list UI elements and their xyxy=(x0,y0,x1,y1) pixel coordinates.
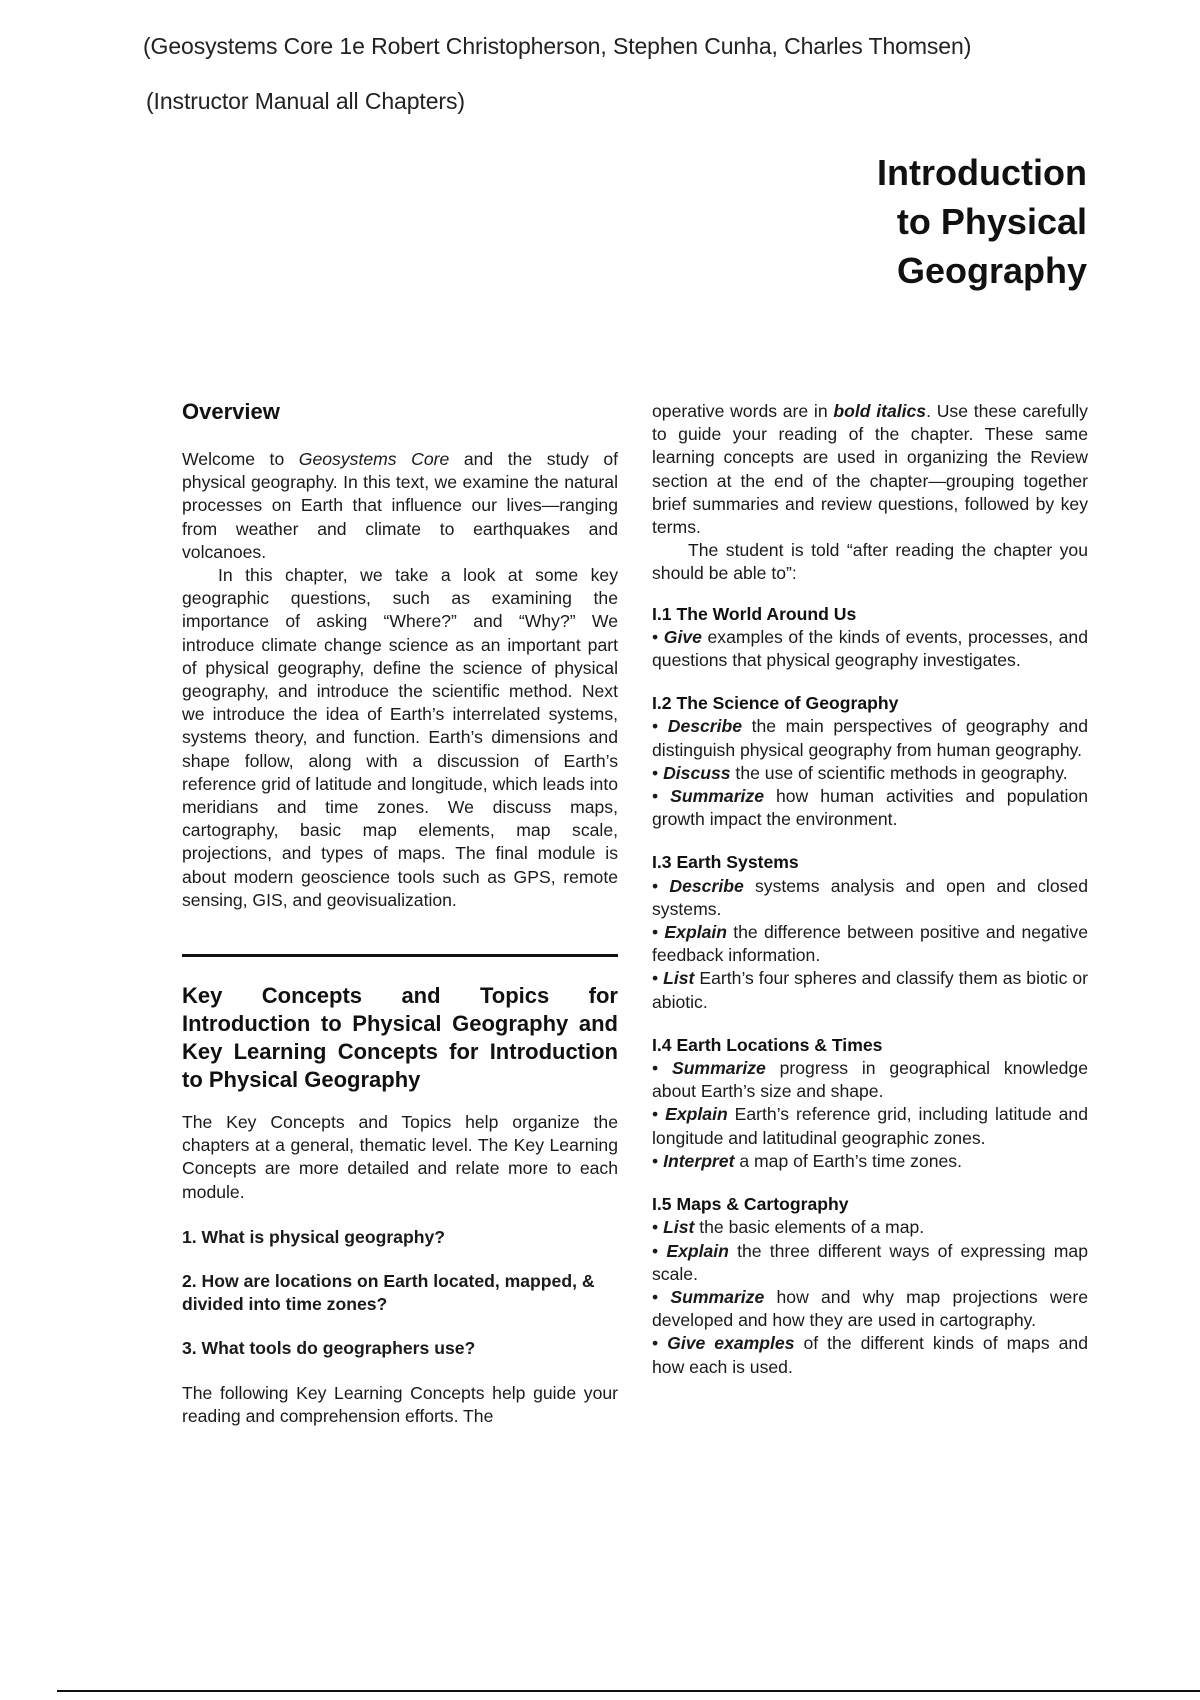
key-question: 2. How are locations on Earth located, mapped, & divided into time zones? xyxy=(182,1271,595,1315)
overview-paragraph-2: In this chapter, we take a look at some key geographic questions, such as examining the importance of asking “Where?” and “Why?” We introduce climate change science as an important part of physical geography, define the science of physical geography, and introduce the scientific method. Next we introduce the idea of Earth’s interrelated systems, systems theory, and function. Earth’s dimensions and shape follow, along with a discussion of Earth’s reference grid of latitude and longitude, which leads into meridians and time zones. We discuss maps, cartography, basic map elements, map scale, projections, and types of maps. The final module is about modern geoscience tools such as GPS, remote sensing, GIS, and geovisualization. xyxy=(182,565,618,910)
operative-verb: Explain xyxy=(666,1240,729,1261)
learning-concept-bullet xyxy=(652,1150,1088,1173)
intro-p1-end: . Use these carefully to guide your reading of the chapter. These same learning concepts are used in organizing the Review section at the end of the chapter—grouping together brief summaries and review questions, followed by key terms. xyxy=(652,401,1088,538)
learning-concept-bullet xyxy=(652,967,1088,1013)
closing-paragraph: The following Key Learning Concepts help guide your reading and comprehension efforts. The xyxy=(182,1382,618,1426)
bullet-text: progress in geographical knowledge about Earth’s size and shape. xyxy=(652,1058,1088,1102)
bold-italics-phrase: bold italics xyxy=(833,401,927,421)
bullet-text: of the different kinds of maps and how each is used. xyxy=(652,1333,1088,1377)
bullet-text: the difference between positive and negative feedback information. xyxy=(652,922,1088,966)
bullet-text: the basic elements of a map. xyxy=(694,1217,925,1238)
learning-concept-bullet xyxy=(652,1332,1088,1378)
bullet-dot-icon: • xyxy=(652,1104,666,1125)
chapter-title-line: Geography xyxy=(896,250,1087,291)
bullet-dot-icon: • xyxy=(652,1333,668,1354)
bullet-dot-icon: • xyxy=(652,786,671,807)
bullet-dot-icon: • xyxy=(652,762,664,783)
bullet-text: a map of Earth’s time zones. xyxy=(734,1150,962,1171)
section-heading: I.3 Earth Systems xyxy=(652,852,799,873)
key-question: 3. What tools do geographers use? xyxy=(182,1338,476,1359)
bullet-text: how and why map projections were developed and how they are used in cartography. xyxy=(652,1286,1088,1331)
overview-paragraph-1 xyxy=(182,448,618,564)
bullet-dot-icon: • xyxy=(652,875,670,896)
bullet-text: examples of the kinds of events, processes, and questions that physical geography investigates. xyxy=(652,626,1088,671)
learning-concepts-list xyxy=(652,603,1088,1379)
bullet-dot-icon: • xyxy=(652,716,668,737)
bullet-dot-icon: • xyxy=(652,626,664,647)
operative-verb: Interpret xyxy=(663,1150,735,1171)
operative-verb: Summarize xyxy=(670,786,765,807)
key-concepts-body: The Key Concepts and Topics help organize the chapters at a general, thematic level. The Key Learning Concepts are more detailed and relate more to each module. xyxy=(182,1112,618,1202)
book-title-italic: Geosystems Core xyxy=(298,449,450,469)
right-column xyxy=(652,400,1088,1379)
bullet-dot-icon: • xyxy=(652,1286,671,1307)
learning-concept-bullet xyxy=(652,875,1088,921)
learning-concept-bullet xyxy=(652,762,1088,785)
operative-verb: Explain xyxy=(665,1104,728,1125)
operative-verb: List xyxy=(663,1217,695,1238)
page-bottom-rule xyxy=(57,1690,1200,1692)
section-heading: I.5 Maps & Cartography xyxy=(652,1194,849,1215)
operative-verb: Give examples xyxy=(667,1333,795,1354)
bullet-text: Earth’s reference grid, including latitude and longitude and latitudinal geographic zones. xyxy=(652,1104,1088,1148)
operative-verb: Give xyxy=(663,626,702,647)
operative-verb: Discuss xyxy=(663,762,731,783)
learning-concept-bullet xyxy=(652,715,1088,761)
bullet-text: how human activities and population growth impact the environment. xyxy=(652,786,1088,830)
learning-concept-bullet xyxy=(652,1286,1088,1332)
manual-subtitle-header: (Instructor Manual all Chapters) xyxy=(146,88,465,114)
learning-concept-bullet xyxy=(652,921,1088,967)
operative-verb: List xyxy=(663,968,695,989)
chapter-title-line: Introduction xyxy=(877,152,1087,193)
learning-concept-bullet xyxy=(652,1216,1088,1239)
learning-concept-bullet xyxy=(652,626,1088,672)
book-citation-header: (Geosystems Core 1e Robert Christopherson, Stephen Cunha, Charles Thomsen) xyxy=(143,33,972,59)
operative-verb: Explain xyxy=(664,922,727,943)
overview-p1-start: Welcome to xyxy=(182,449,299,469)
learning-concept-bullet xyxy=(652,1240,1088,1286)
section-heading: I.2 The Science of Geography xyxy=(652,693,899,714)
learning-concept-bullet xyxy=(652,1103,1088,1149)
overview-p1-end: and the study of physical geography. In this text, we examine the natural processes on Earth that influence our lives—ranging from weather and climate to earthquakes and volcanoes. xyxy=(182,449,619,562)
key-question: 1. What is physical geography? xyxy=(182,1226,445,1247)
section-heading: I.1 The World Around Us xyxy=(652,603,857,624)
operative-verb: Summarize xyxy=(670,1286,765,1307)
learning-concept-bullet xyxy=(652,785,1088,831)
bullet-text: systems analysis and open and closed systems. xyxy=(652,875,1088,919)
bullet-dot-icon: • xyxy=(652,922,665,943)
right-intro-paragraph-1 xyxy=(652,400,1088,539)
intro-p1-start: operative words are in xyxy=(652,401,834,421)
learning-concept-bullet xyxy=(652,1057,1088,1103)
bullet-text: the three different ways of expressing map scale. xyxy=(652,1240,1088,1284)
right-intro-paragraph-2: The student is told “after reading the chapter you should be able to”: xyxy=(652,540,1088,584)
operative-verb: Describe xyxy=(669,875,744,896)
bullet-dot-icon: • xyxy=(652,1217,664,1238)
bullet-text: the main perspectives of geography and distinguish physical geography from human geography. xyxy=(652,716,1088,760)
chapter-title-line: to Physical xyxy=(896,201,1087,242)
bullet-dot-icon: • xyxy=(652,1058,672,1079)
operative-verb: Summarize xyxy=(671,1058,766,1079)
bullet-dot-icon: • xyxy=(652,1240,667,1261)
bullet-text: Earth’s four spheres and classify them as biotic or abiotic. xyxy=(652,968,1088,1012)
bullet-dot-icon: • xyxy=(652,1150,664,1171)
bullet-dot-icon: • xyxy=(652,968,664,989)
left-column xyxy=(182,398,618,1428)
bullet-text: the use of scientific methods in geography. xyxy=(730,762,1068,783)
overview-heading: Overview xyxy=(182,399,280,424)
key-concepts-heading: Key Concepts and Topics for Introduction to Physical Geography and Key Learning Concepts for Introduction to Physical Geography xyxy=(182,983,618,1093)
operative-verb: Describe xyxy=(667,716,743,737)
section-heading: I.4 Earth Locations & Times xyxy=(652,1034,883,1055)
section-divider xyxy=(182,954,618,957)
chapter-title xyxy=(877,148,1087,295)
